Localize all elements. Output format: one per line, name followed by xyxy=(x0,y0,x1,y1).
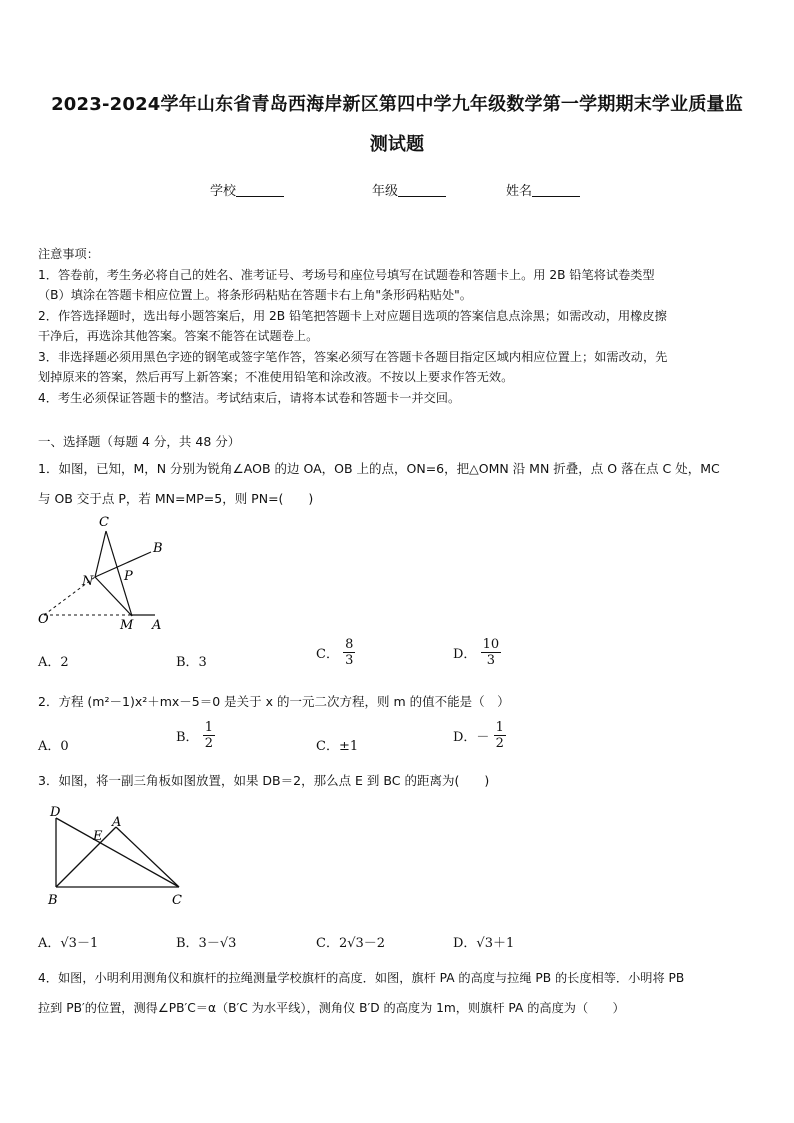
q1-label-o: O xyxy=(38,612,49,627)
notes-line: 干净后，再选涂其他答案。答案不能答在试题卷上。 xyxy=(38,329,319,343)
name-blank xyxy=(532,184,580,197)
q1-label-b: B xyxy=(153,541,163,556)
school-blank xyxy=(236,184,284,197)
q2-text: 2．方程 (m²－1)x²＋mx－5＝0 是关于 x 的一元二次方程，则 m 的值不能是（ ） xyxy=(38,694,510,709)
page-title-line1: 2023-2024学年山东省青岛西海岸新区第四中学九年级数学第一学期期末学业质量监 xyxy=(51,94,743,115)
notes-line: 1．答卷前，考生务必将自己的姓名、准考证号、考场号和座位号填写在试题卷和答题卡上。用 2B 铅笔将试卷类型 xyxy=(38,267,655,282)
school-label: 学校 xyxy=(210,184,237,199)
q1-text-line1: 1．如图，已知，M，N 分别为锐角∠AOB 的边 OA，OB 上的点，ON=6，把△OMN 沿 MN 折叠，点 O 落在点 C 处，MC xyxy=(38,461,720,476)
q2-option-c: C．±1 xyxy=(316,739,359,754)
q2-option-d xyxy=(453,720,506,751)
q2-option-d-den: 2 xyxy=(495,736,504,751)
q3-option-a: A．√3－1 xyxy=(38,936,99,951)
q3-figure xyxy=(40,800,200,910)
q2-option-b xyxy=(176,720,215,751)
q3-option-c: C．2√3－2 xyxy=(316,936,386,951)
q3-label-a: A xyxy=(112,815,122,830)
notes-line: 3．非选择题必须用黑色字迹的钢笔或签字笔作答，答案必须写在答题卡各题目指定区域内相应位置上；如需改动，先 xyxy=(38,349,668,364)
q1-option-d-num: 10 xyxy=(482,637,500,652)
q1-label-a: A xyxy=(152,618,162,633)
q1-option-c xyxy=(316,637,355,668)
q2-option-d-prefix: D．－ xyxy=(453,730,490,745)
school-field xyxy=(210,180,284,199)
grade-label: 年级 xyxy=(372,184,399,199)
q1-label-m: M xyxy=(120,618,134,633)
q2-option-b-num: 1 xyxy=(204,720,213,735)
q1-option-a: A．2 xyxy=(38,655,69,670)
name-field xyxy=(506,180,580,199)
section-heading: 一、选择题（每题 4 分，共 48 分） xyxy=(38,434,241,449)
q4-text-line1: 4．如图，小明利用测角仪和旗杆的拉绳测量学校旗杆的高度．如图，旗杆 PA 的高度与拉绳 PB 的长度相等．小明将 PB xyxy=(38,971,685,985)
q1-label-p: P xyxy=(124,569,133,584)
notes-line: 2．作答选择题时，选出每小题答案后，用 2B 铅笔把答题卡上对应题目选项的答案信息点涂黑；如需改动，用橡皮擦 xyxy=(38,308,667,323)
q1-label-n: N xyxy=(82,574,94,589)
q3-label-c: C xyxy=(172,893,182,908)
q3-text: 3．如图，将一副三角板如图放置，如果 DB＝2，那么点 E 到 BC 的距离为( ) xyxy=(38,773,490,788)
q1-option-d-den: 3 xyxy=(486,653,495,668)
q3-option-d: D．√3＋1 xyxy=(453,936,515,951)
q2-option-d-num: 1 xyxy=(495,720,504,735)
grade-field xyxy=(372,180,446,199)
q1-text-line2: 与 OB 交于点 P，若 MN=MP=5，则 PN=( ) xyxy=(38,491,314,506)
notes-block xyxy=(38,244,667,408)
q2-option-a: A．0 xyxy=(38,739,69,754)
q1-option-c-num: 8 xyxy=(345,637,354,652)
q1-option-c-den: 3 xyxy=(345,653,354,668)
q2-option-b-prefix: B． xyxy=(176,730,199,745)
q3-label-b: B xyxy=(48,893,58,908)
q1-option-d xyxy=(453,637,501,668)
q2-option-b-den: 2 xyxy=(204,736,213,751)
q1-label-c: C xyxy=(99,515,109,530)
notes-heading: 注意事项： xyxy=(38,247,99,261)
grade-blank xyxy=(398,184,446,197)
q3-label-e: E xyxy=(93,829,103,844)
page-title-line2: 测试题 xyxy=(369,134,425,155)
notes-line: （B）填涂在答题卡相应位置上。将条形码粘贴在答题卡右上角"条形码粘贴处"。 xyxy=(38,288,472,302)
q3-label-d: D xyxy=(50,805,61,820)
q4-text-line2: 拉到 PB′的位置，测得∠PB′C＝α（B′C 为水平线），测角仪 B′D 的高度为 1m，则旗杆 PA 的高度为（ ） xyxy=(38,1001,625,1015)
q1-option-b: B．3 xyxy=(176,655,207,670)
q1-option-d-prefix: D． xyxy=(453,647,477,662)
notes-line: 4．考生必须保证答题卡的整洁。考试结束后，请将本试卷和答题卡一并交回。 xyxy=(38,390,461,405)
q1-figure xyxy=(34,510,174,635)
notes-line: 划掉原来的答案，然后再写上新答案；不准使用铅笔和涂改液。不按以上要求作答无效。 xyxy=(38,370,514,384)
name-label: 姓名 xyxy=(506,184,533,199)
q3-option-b: B．3－√3 xyxy=(176,936,237,951)
q1-option-c-prefix: C． xyxy=(316,647,339,662)
